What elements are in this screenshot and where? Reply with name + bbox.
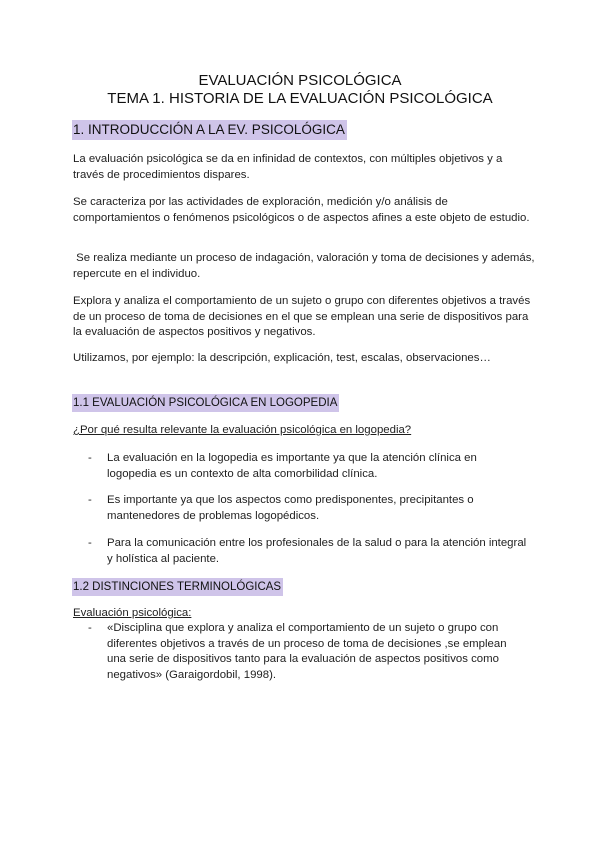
bullet-dash: - <box>88 537 92 549</box>
list-item-text: La evaluación en la logopedia es importante ya que la atención clínica en logopedia es un contexto de alta comorbilidad clínica. <box>107 452 477 480</box>
section-heading-logopedia: 1.1 EVALUACIÓN PSICOLÓGICA EN LOGOPEDIA <box>72 394 339 412</box>
list-item-text: Es importante ya que los aspectos como predisponentes, precipitantes o mantenedores de problemas logopédicos. <box>107 494 474 522</box>
paragraph: Utilizamos, por ejemplo: la descripción, explicación, test, escalas, observaciones… <box>73 352 491 364</box>
paragraph: Explora y analiza el comportamiento de un sujeto o grupo con diferentes objetivos a través de un proceso de toma de decisiones en el que se emplean una serie de dispositivos para la evaluación de aspectos positivos y negativos. <box>73 295 531 338</box>
document-title: EVALUACIÓN PSICOLÓGICA <box>198 72 402 89</box>
list-item-text: Para la comunicación entre los profesionales de la salud o para la atención integral y holística al paciente. <box>107 537 527 565</box>
section-heading-distinciones: 1.2 DISTINCIONES TERMINOLÓGICAS <box>72 578 283 596</box>
paragraph: La evaluación psicológica se da en infinidad de contextos, con múltiples objetivos y a través de procedimientos dispares. <box>73 153 503 181</box>
bullet-dash: - <box>88 452 92 464</box>
bullet-dash: - <box>88 494 92 506</box>
paragraph: Se caracteriza por las actividades de exploración, medición y/o análisis de comportamientos o fenómenos psicológicos o de aspectos afines a este objeto de estudio. <box>73 196 530 224</box>
document-subtitle: TEMA 1. HISTORIA DE LA EVALUACIÓN PSICOLÓGICA <box>107 90 493 107</box>
subsection-question: ¿Por qué resulta relevante la evaluación psicológica en logopedia? <box>73 424 412 436</box>
section-heading-introduccion: 1. INTRODUCCIÓN A LA EV. PSICOLÓGICA <box>72 120 347 140</box>
subsection-title: Evaluación psicológica: <box>73 607 192 619</box>
paragraph: Se realiza mediante un proceso de indagación, valoración y toma de decisiones y además, repercute en el individuo. <box>73 252 538 280</box>
list-item-text: «Disciplina que explora y analiza el comportamiento de un sujeto o grupo con diferentes objetivos a través de un proceso de toma de decisiones ,se emplean una serie de dispositivos tanto para la evaluación de aspectos positivos como negativos» (Garaigordobil, 1998). <box>107 622 507 681</box>
bullet-dash: - <box>88 622 92 634</box>
